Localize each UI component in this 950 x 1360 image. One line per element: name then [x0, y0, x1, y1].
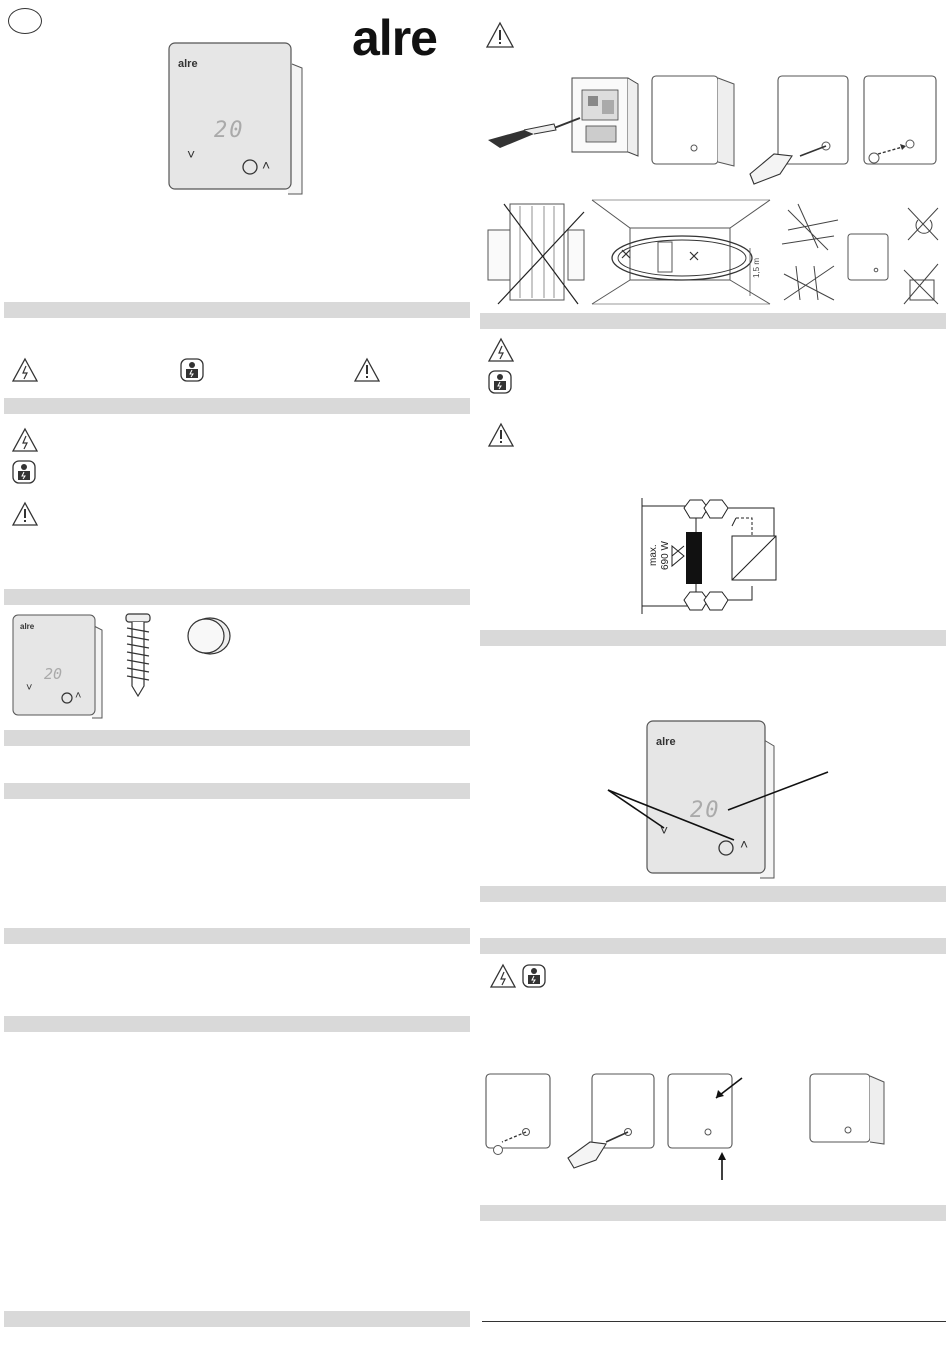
placement-room-image	[590, 198, 772, 308]
placement-do-dont-image	[778, 200, 944, 306]
electrician-icon	[180, 358, 204, 382]
operation-device-logo: alre	[656, 736, 676, 748]
operation-up-icon: ˄	[740, 836, 749, 852]
section-bar-4	[4, 730, 470, 746]
load-label-line1: max.	[648, 544, 659, 566]
cover-cap-image	[186, 616, 232, 656]
screw-image	[118, 612, 158, 698]
section-bar-6	[4, 928, 470, 944]
warning-icon-2	[12, 502, 38, 526]
package-down-icon: ˅	[26, 682, 33, 694]
section-bar-8	[4, 1311, 470, 1327]
install-height-label: 1,5 m	[752, 257, 761, 278]
operation-device-display: 20	[690, 798, 721, 823]
unscrew-image	[566, 1072, 658, 1176]
load-label-line2: 690 W	[660, 541, 671, 570]
section-bar-1	[4, 302, 470, 318]
warning-icon-top	[486, 22, 514, 48]
electric-hazard-icon-r	[488, 338, 514, 362]
section-bar-r4	[480, 938, 946, 954]
electric-hazard-icon-r2	[490, 964, 516, 988]
operation-down-icon: ˅	[660, 822, 669, 838]
footer-rule	[482, 1321, 946, 1322]
placement-curtain-image	[484, 200, 588, 306]
section-bar-r1	[480, 313, 946, 329]
package-device-display: 20	[44, 665, 63, 683]
package-device-logo: alre	[20, 622, 35, 631]
mounting-screwdriver-image	[484, 76, 644, 176]
callout-lines	[600, 770, 840, 850]
close-screw-image	[746, 74, 856, 188]
warning-icon	[354, 358, 380, 382]
removed-housing-image	[808, 1072, 888, 1146]
section-bar-7	[4, 1016, 470, 1032]
down-button-icon: ˅	[187, 146, 196, 162]
electric-hazard-icon-2	[12, 428, 38, 452]
remove-cap-image	[484, 1072, 556, 1156]
up-button-icon: ˄	[262, 157, 271, 173]
warning-icon-r	[488, 423, 514, 447]
section-bar-5	[4, 783, 470, 799]
brand-logo: alre	[352, 10, 437, 66]
section-bar-3	[4, 589, 470, 605]
section-bar-r3	[480, 886, 946, 902]
push-cover-image	[666, 1072, 748, 1182]
electrician-icon-r2	[522, 964, 546, 988]
section-bar-r5	[480, 1205, 946, 1221]
package-up-icon: ˄	[75, 690, 82, 702]
device-display: 20	[214, 118, 245, 143]
electrician-icon-2	[12, 460, 36, 484]
section-bar-2	[4, 398, 470, 414]
section-bar-r2	[480, 630, 946, 646]
language-badge	[8, 8, 42, 34]
insert-cap-image	[862, 74, 946, 174]
electric-hazard-icon	[12, 358, 38, 382]
device-logo: alre	[178, 58, 198, 70]
electrician-icon-r	[488, 370, 512, 394]
open-housing-image	[650, 74, 740, 174]
